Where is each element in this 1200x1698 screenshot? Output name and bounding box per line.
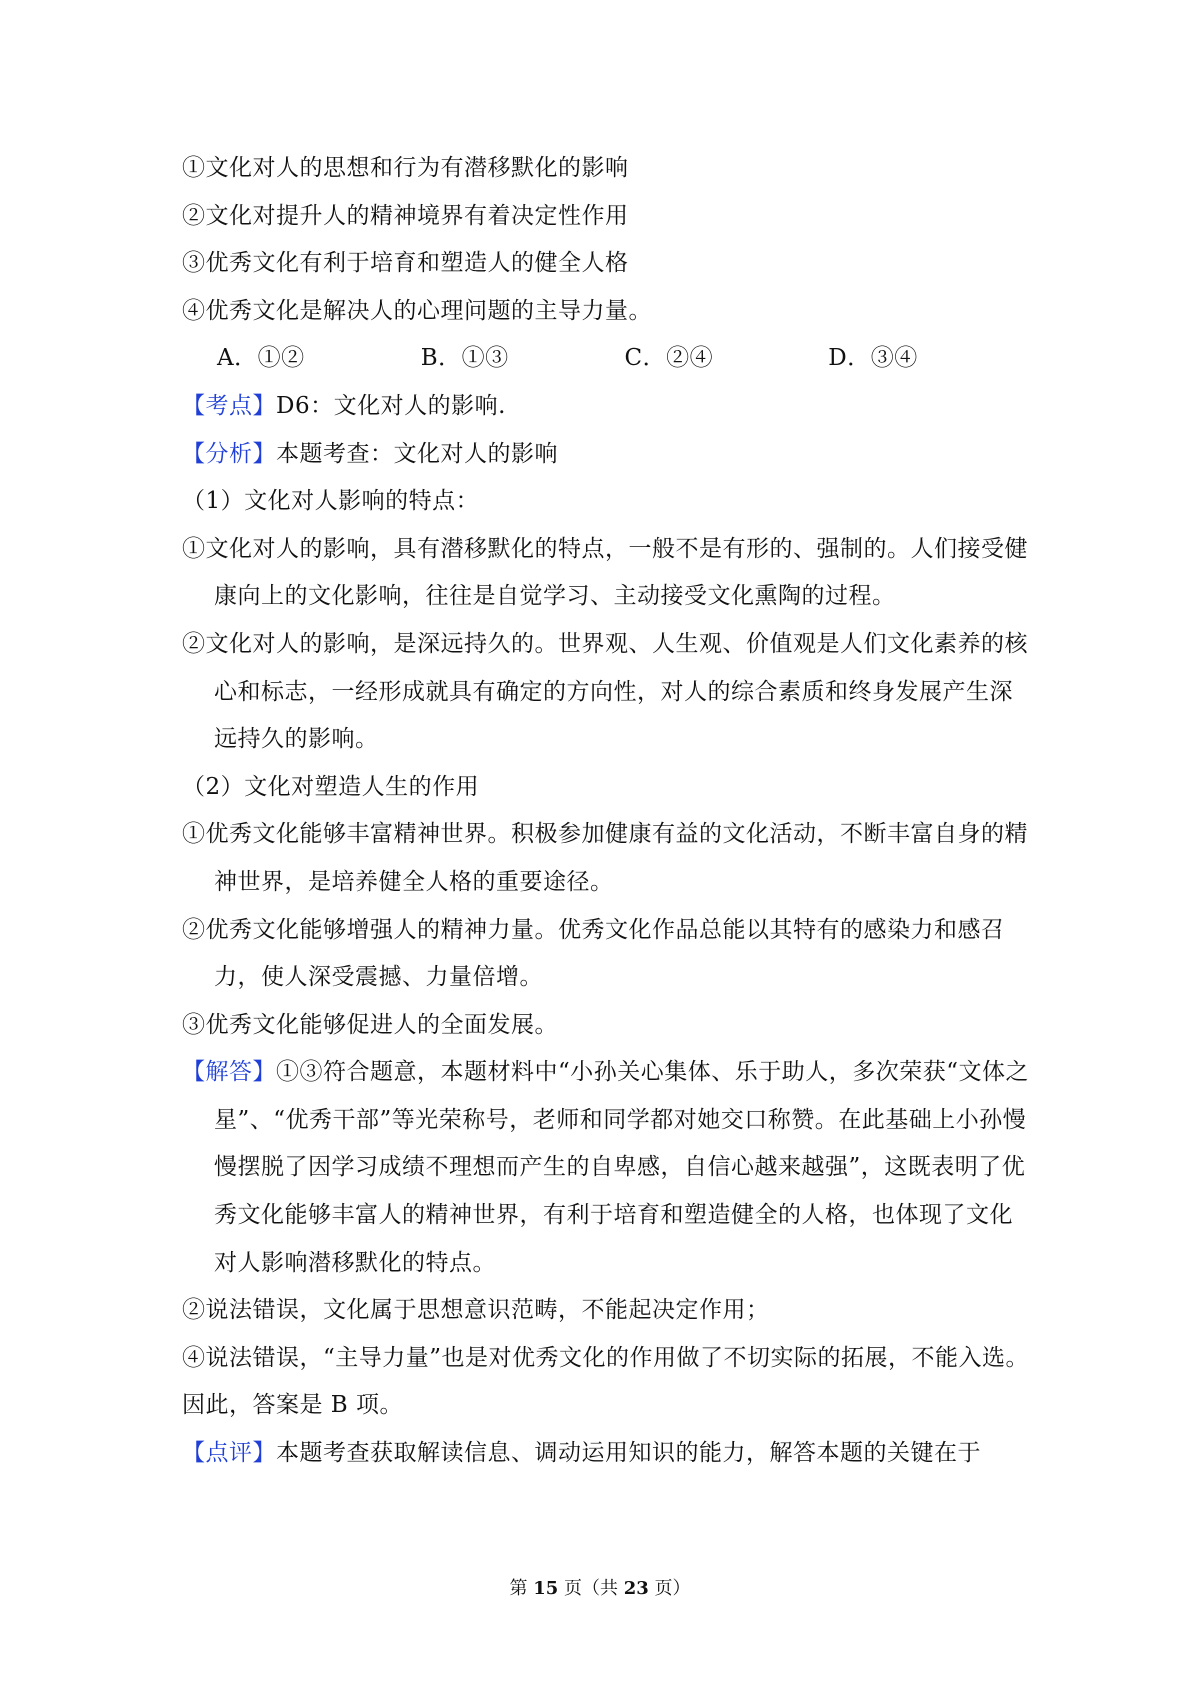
- jieda-item-4: ④说法错误，“主导力量”也是对优秀文化的作用做了不切实际的拓展，不能入选。: [182, 1344, 1030, 1371]
- dianping-section: [182, 1430, 1032, 1478]
- fenxi-sub1-item-2: ②文化对人的影响，是深远持久的。世界观、人生观、价值观是人们文化素养的核心和标志，一经形成就具有确定的方向性，对人的综合素质和终身发展产生深远持久的影响。: [182, 630, 1028, 753]
- fenxi-sub1-title: （1）文化对人影响的特点：: [182, 488, 480, 515]
- statement-3: ③优秀文化有利于培育和塑造人的健全人格: [182, 250, 629, 277]
- jieda-conclusion: 因此，答案是 B 项。: [182, 1392, 404, 1419]
- fenxi-sub1-item-1: ①文化对人的影响，具有潜移默化的特点，一般不是有形的、强制的。人们接受健康向上的文化影响，往往是自觉学习、主动接受文化熏陶的过程。: [182, 535, 1028, 610]
- jieda-text: ①③符合题意，本题材料中“小孙关心集体、乐于助人，多次荣获“文体之星”、“优秀干部”等光荣称号，老师和同学都对她交口称赞。在此基础上小孙慢慢摆脱了因学习成绩不理想而产生的自卑感，自信心越来越强”，这既表明了优秀文化能够丰富人的精神世界，有利于培育和塑造健全的人格，也体现了文化对人影响潜移默化的特点。: [214, 1059, 1030, 1276]
- statement-1: ①文化对人的思想和行为有潜移默化的影响: [182, 155, 629, 181]
- jieda-item-2: ②说法错误，文化属于思想意识范畴，不能起决定作用；: [182, 1297, 770, 1324]
- option-a: A．①②: [217, 345, 305, 372]
- kaodian-section: [182, 383, 1032, 431]
- kaodian-text: D6：文化对人的影响.: [276, 392, 506, 419]
- jieda-tag: 【解答】: [182, 1059, 276, 1086]
- option-d: D．③④: [828, 345, 918, 372]
- page-content: [182, 145, 1032, 1478]
- statement-4: ④优秀文化是解决人的心理问题的主导力量。: [182, 297, 652, 324]
- footer-page-number: 15: [533, 1578, 559, 1599]
- fenxi-text: 本题考查：文化对人的影响: [276, 440, 558, 467]
- dianping-tag: 【点评】: [182, 1440, 276, 1467]
- page-footer: [0, 1574, 1200, 1600]
- fenxi-sub2-item-3: ③优秀文化能够促进人的全面发展。: [182, 1011, 558, 1038]
- fenxi-sub2-item-2: ②优秀文化能够增强人的精神力量。优秀文化作品总能以其特有的感染力和感召力，使人深受震撼、力量倍增。: [182, 916, 1005, 991]
- jieda-section: [182, 1049, 1032, 1287]
- fenxi-sub2-item-1: ①优秀文化能够丰富精神世界。积极参加健康有益的文化活动，不断丰富自身的精神世界，是培养健全人格的重要途径。: [182, 821, 1028, 895]
- option-b: B．①③: [420, 345, 509, 372]
- fenxi-sub2-title: （2）文化对塑造人生的作用: [182, 773, 480, 800]
- fenxi-tag: 【分析】: [182, 440, 276, 467]
- dianping-text: 本题考查获取解读信息、调动运用知识的能力，解答本题的关键在于: [276, 1440, 981, 1467]
- footer-prefix: 第: [509, 1578, 534, 1599]
- fenxi-section: [182, 431, 1032, 479]
- statement-2: ②文化对提升人的精神境界有着决定性作用: [182, 202, 629, 229]
- option-c: C．②④: [624, 345, 714, 372]
- footer-total-pages: 23: [623, 1578, 649, 1599]
- footer-middle: 页（共: [558, 1578, 624, 1599]
- footer-suffix: 页）: [648, 1578, 691, 1599]
- kaodian-tag: 【考点】: [182, 392, 276, 419]
- answer-options: [182, 335, 1032, 383]
